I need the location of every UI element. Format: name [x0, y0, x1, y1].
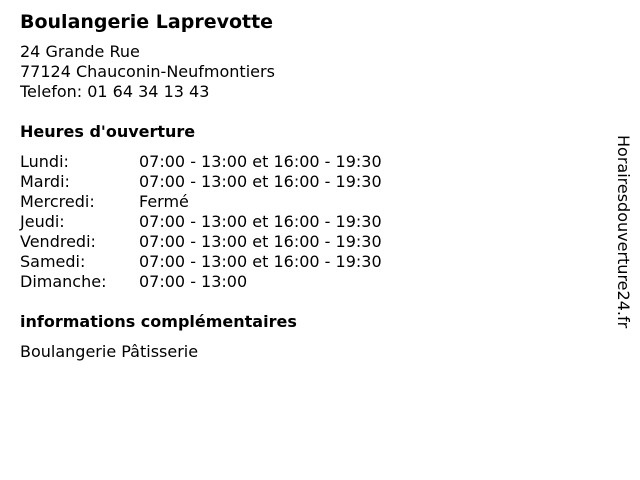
hours-row-monday [20, 152, 600, 172]
hours-day: Mardi: [20, 172, 70, 191]
hours-row-wednesday [20, 192, 600, 212]
hours-row-saturday [20, 252, 600, 272]
hours-day: Jeudi: [20, 212, 65, 231]
hours-time: 07:00 - 13:00 et 16:00 - 19:30 [139, 252, 382, 271]
hours-time: 07:00 - 13:00 et 16:00 - 19:30 [139, 172, 382, 191]
hours-time: 07:00 - 13:00 et 16:00 - 19:30 [139, 212, 382, 231]
hours-day: Lundi: [20, 152, 69, 171]
watermark [612, 135, 634, 345]
hours-day: Samedi: [20, 252, 86, 271]
hours-row-friday [20, 232, 600, 252]
hours-time: 07:00 - 13:00 [139, 272, 248, 291]
hours-row-thursday [20, 212, 600, 232]
opening-hours-heading: Heures d'ouverture [20, 122, 196, 141]
business-info [20, 10, 600, 362]
watermark-text: Horairesdouverture24.fr [614, 135, 633, 329]
hours-day: Mercredi: [20, 192, 95, 211]
opening-hours-table [20, 152, 600, 292]
hours-day: Vendredi: [20, 232, 96, 251]
business-name: Boulangerie Laprevotte [20, 11, 274, 33]
hours-time: 07:00 - 13:00 et 16:00 - 19:30 [139, 232, 382, 251]
hours-time: Fermé [139, 192, 189, 211]
address-block [20, 42, 600, 102]
phone-number: Telefon: 01 64 34 13 43 [20, 82, 210, 101]
additional-info-text: Boulangerie Pâtisserie [20, 342, 199, 361]
address-street: 24 Grande Rue [20, 42, 140, 61]
address-city: 77124 Chauconin-Neufmontiers [20, 62, 275, 81]
additional-info-heading: informations complémentaires [20, 312, 297, 331]
hours-row-tuesday [20, 172, 600, 192]
hours-day: Dimanche: [20, 272, 107, 291]
hours-time: 07:00 - 13:00 et 16:00 - 19:30 [139, 152, 382, 171]
hours-row-sunday [20, 272, 600, 292]
